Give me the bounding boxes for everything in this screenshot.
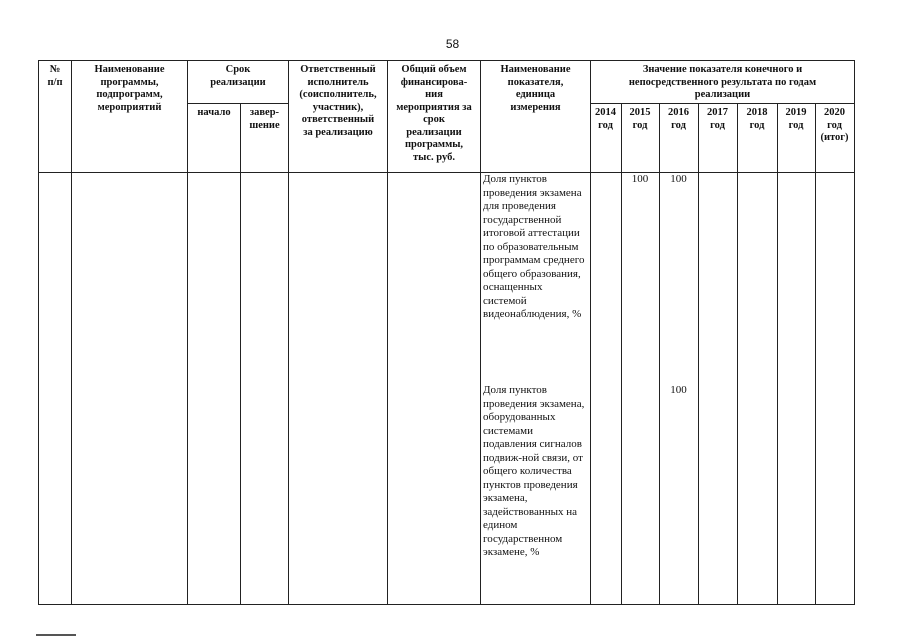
col-line [71,61,72,604]
header-year-2018: 2018 год [746,107,768,131]
header-year-2014: 2014 год [595,107,616,131]
col-line [240,103,241,604]
indicator-cell: Доля пунктов проведения экзамена для проведения государственной итоговой аттестации по образовательным программам среднего общего образования, оснащенных системой видеонаблюдения, % [483,173,585,320]
scan-artifact [36,634,76,636]
col-line [815,103,816,604]
col-line [777,103,778,604]
col-line [590,61,591,604]
header-year-2016: 2016 год [668,107,689,131]
value-cell: 100 [631,173,649,185]
header-term: Срок реализации [210,64,266,88]
header-indicator: Наименование показателя, единица измерения [500,64,571,113]
header-year-2019: 2019 год [785,107,807,131]
value-cell: 100 [670,173,687,185]
indicator-cell: Доля пунктов проведения экзамена, оборудованных системами подавления сигналов подвиж-ной связи, от общего количества пунктов проведения экзамена, задействованных на едином государственном экзамене, % [483,384,585,558]
col-line [480,61,481,604]
col-line [288,61,289,604]
header-bottom-line [39,172,854,173]
header-executor: Ответственный исполнитель (соисполнитель, участник), ответственный за реализацию [299,64,377,138]
header-funding: Общий объем финансирова- ния мероприятия за срок реализации программы, тыс. руб. [396,64,472,163]
page-number: 58 [445,37,460,51]
header-program-name: Наименование программы, подпрограмм, мероприятий [94,64,165,113]
indicators-table [38,60,855,605]
header-start: начало [197,107,231,118]
header-year-2017: 2017 год [707,107,728,131]
header-year-2020: 2020 год (итог) [820,107,849,143]
subheader-line [187,103,288,104]
col-line [737,103,738,604]
header-year-2015: 2015 год [629,107,651,131]
header-end: завер- шение [249,107,280,131]
col-line [698,103,699,604]
value-cell: 100 [670,384,687,396]
header-number: № п/п [47,64,63,88]
header-values-title: Значение показателя конечного и непосредственного результата по годам реализации [628,64,817,100]
col-line [187,61,188,604]
